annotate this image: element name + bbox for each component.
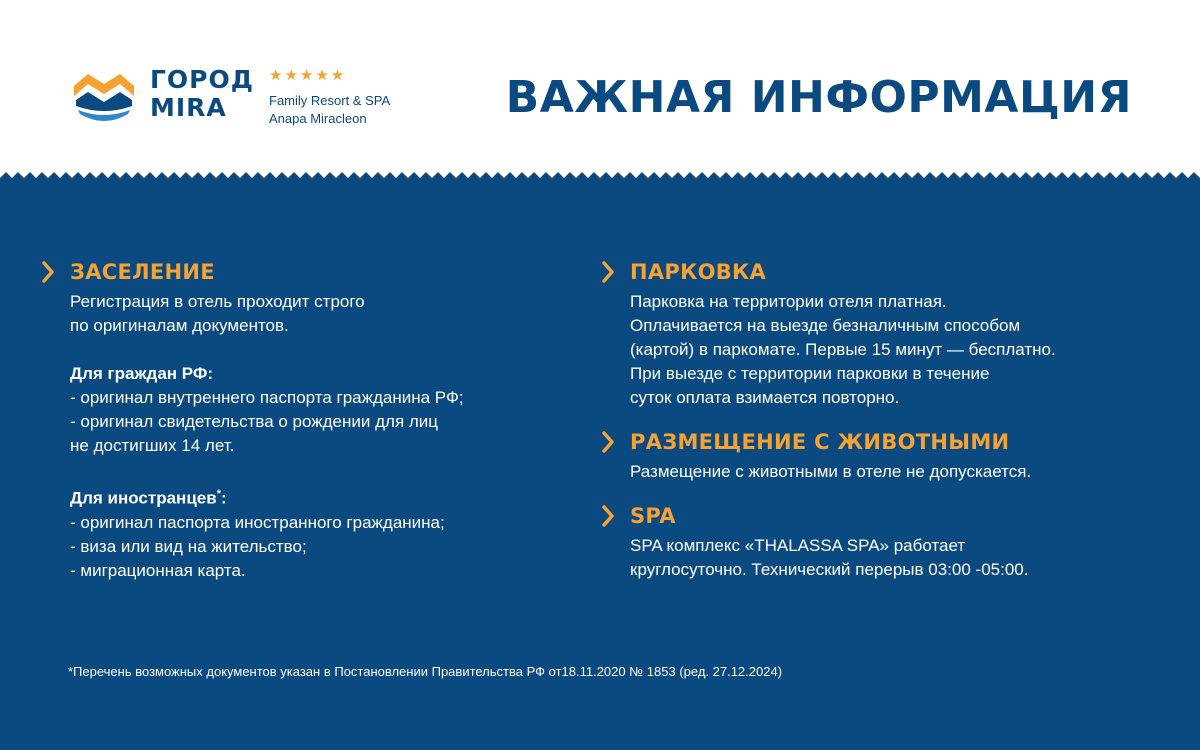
parking-line: (картой) в паркомате. Первые 15 минут — бесплатно. xyxy=(630,340,1056,359)
foreigners-heading-text: Для иностранцев xyxy=(70,488,217,508)
foreigners-item: - оригинал паспорта иностранного гражданина; xyxy=(70,512,445,532)
chevron-right-icon xyxy=(42,261,54,283)
section-parking xyxy=(602,258,1162,410)
citizens-item: не достигших 14 лет. xyxy=(70,436,235,455)
right-column xyxy=(602,258,1162,600)
foreigners-heading xyxy=(70,482,562,511)
checkin-intro-line: Регистрация в отель проходит строго xyxy=(70,292,365,311)
section-spa xyxy=(602,502,1162,582)
parking-line: Парковка на территории отеля платная. xyxy=(630,292,947,311)
section-pets-header xyxy=(602,428,1162,456)
section-parking-header xyxy=(602,258,1162,286)
page-title: ВАЖНАЯ ИНФОРМАЦИЯ xyxy=(505,72,1132,123)
footnote: *Перечень возможных документов указан в Постановлении Правительства РФ от18.11.2020 № 1853 (ред. 27.12.2024) xyxy=(68,664,783,679)
foreigners-item: - миграционная карта. xyxy=(70,560,246,580)
citizens-item: - оригинал свидетельства о рождении для лиц xyxy=(70,412,439,431)
foreigners-item: - виза или вид на жительство; xyxy=(70,536,307,556)
chevron-right-icon xyxy=(602,431,614,453)
section-parking-body xyxy=(630,290,1162,410)
section-checkin-body xyxy=(70,290,562,583)
parking-line: Оплачивается на выезде безналичным способом xyxy=(630,316,1021,335)
section-parking-title: ПАРКОВКА xyxy=(630,260,767,284)
parking-line: суток оплата взимается повторно. xyxy=(630,388,900,407)
section-checkin xyxy=(42,258,562,583)
citizens-item: - оригинал внутреннего паспорта гражданина РФ; xyxy=(70,388,464,407)
pets-line: Размещение с животными в отеле не допускается. xyxy=(630,462,1032,481)
section-pets-title: РАЗМЕЩЕНИЕ С ЖИВОТНЫМИ xyxy=(630,430,1010,454)
spa-line: SPA комплекс «THALASSA SPA» работает xyxy=(630,536,966,555)
parking-line: При выезде с территории парковки в течение xyxy=(630,364,990,383)
rating-stars: ★★★★★ xyxy=(269,66,347,84)
wave-divider xyxy=(0,170,1200,190)
chevron-right-icon xyxy=(602,505,614,527)
footnote-mark: * xyxy=(216,488,221,500)
logo-name-line1: ГОРОД xyxy=(150,65,255,94)
section-pets xyxy=(602,428,1162,484)
section-spa-body xyxy=(630,534,1162,582)
section-spa-title: SPA xyxy=(630,504,676,528)
section-checkin-title: ЗАСЕЛЕНИЕ xyxy=(70,260,215,284)
citizens-heading: Для граждан РФ: xyxy=(70,364,214,383)
chevron-right-icon xyxy=(602,261,614,283)
header xyxy=(0,0,1200,185)
checkin-intro-line: по оригиналам документов. xyxy=(70,316,289,335)
logo-subtitle xyxy=(269,92,429,128)
foreigners-heading-colon: : xyxy=(220,488,227,508)
spa-line: круглосуточно. Технический перерыв 03:00 -05:00. xyxy=(630,560,1029,579)
left-column xyxy=(42,258,562,601)
section-pets-body xyxy=(630,460,1162,484)
section-spa-header xyxy=(602,502,1162,530)
logo-mark-icon xyxy=(72,70,136,126)
section-checkin-header xyxy=(42,258,562,286)
logo-subtitle-line1: Family Resort & SPA xyxy=(269,93,391,108)
logo-name-line2: MIRA xyxy=(150,93,227,122)
logo-subtitle-line2: Anapa Miracleon xyxy=(269,111,367,126)
